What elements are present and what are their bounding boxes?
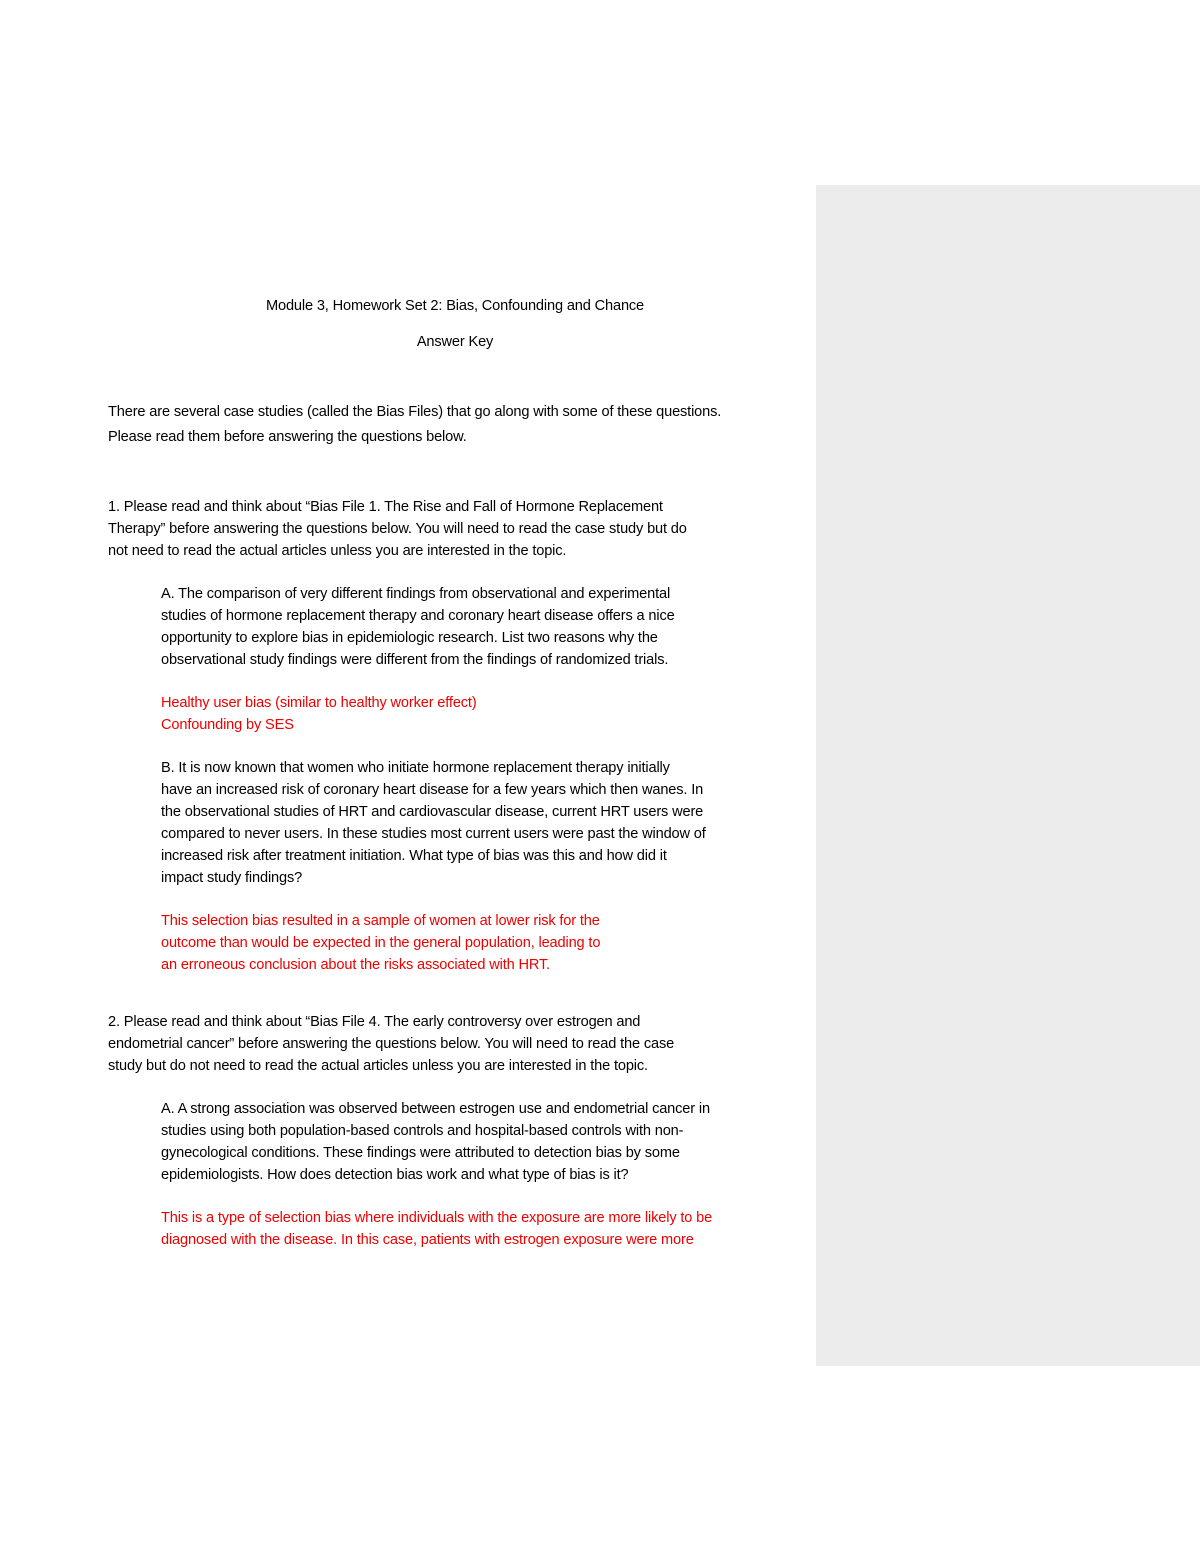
q1b-question-line: impact study findings? — [161, 870, 303, 886]
q1b-answer-line: This selection bias resulted in a sample of women at lower risk for the — [161, 913, 600, 929]
q2a-question-line: epidemiologists. How does detection bias work and what type of bias is it? — [161, 1167, 629, 1183]
q1a-answer-line: Confounding by SES — [161, 717, 294, 733]
q1b-question-line: increased risk after treatment initiation. What type of bias was this and how did it — [161, 848, 667, 864]
q1a-question-line: A. The comparison of very different findings from observational and experimental — [161, 586, 671, 602]
q1b-question-line: the observational studies of HRT and cardiovascular disease, current HRT users were — [161, 804, 704, 820]
intro-line: There are several case studies (called the Bias Files) that go along with some of these questions. — [108, 404, 722, 420]
q1b-question-line: compared to never users. In these studies most current users were past the window of — [161, 826, 706, 842]
q1-prompt-line: Therapy” before answering the questions below. You will need to read the case study but do — [108, 521, 687, 537]
q2-prompt-line: endometrial cancer” before answering the questions below. You will need to read the case — [108, 1036, 675, 1052]
comment-margin-pane — [816, 185, 1200, 1366]
q2a-answer-line: This is a type of selection bias where individuals with the exposure are more likely to be — [161, 1210, 713, 1226]
document-subtitle: Answer Key — [416, 334, 494, 350]
q1a-question-line: opportunity to explore bias in epidemiologic research. List two reasons why the — [161, 630, 658, 646]
q1b-question-line: B. It is now known that women who initiate hormone replacement therapy initially — [161, 760, 670, 776]
q1-prompt-line: not need to read the actual articles unless you are interested in the topic. — [108, 543, 567, 559]
intro-line: Please read them before answering the questions below. — [108, 429, 467, 445]
q2-prompt-line: study but do not need to read the actual articles unless you are interested in the topic. — [108, 1058, 648, 1074]
q2a-answer-line: diagnosed with the disease. In this case, patients with estrogen exposure were more — [161, 1232, 694, 1248]
q1b-question-line: have an increased risk of coronary heart disease for a few years which then wanes. In — [161, 782, 704, 798]
q2a-question-line: gynecological conditions. These findings were attributed to detection bias by some — [161, 1145, 680, 1161]
q2a-question-line: studies using both population-based controls and hospital-based controls with non- — [161, 1123, 684, 1139]
q1a-question-line: studies of hormone replacement therapy and coronary heart disease offers a nice — [161, 608, 675, 624]
q2a-question-line: A. A strong association was observed between estrogen use and endometrial cancer in — [161, 1101, 710, 1117]
q1a-question-line: observational study findings were different from the findings of randomized trials. — [161, 652, 669, 668]
q2-prompt-line: 2. Please read and think about “Bias File 4. The early controversy over estrogen and — [108, 1014, 641, 1030]
q1-prompt-line: 1. Please read and think about “Bias File 1. The Rise and Fall of Hormone Replacement — [108, 499, 663, 515]
q1b-answer-line: an erroneous conclusion about the risks associated with HRT. — [161, 957, 551, 973]
q1a-answer-line: Healthy user bias (similar to healthy worker effect) — [161, 695, 477, 711]
document-title: Module 3, Homework Set 2: Bias, Confounding and Chance — [265, 298, 645, 314]
q1b-answer-line: outcome than would be expected in the general population, leading to — [161, 935, 601, 951]
